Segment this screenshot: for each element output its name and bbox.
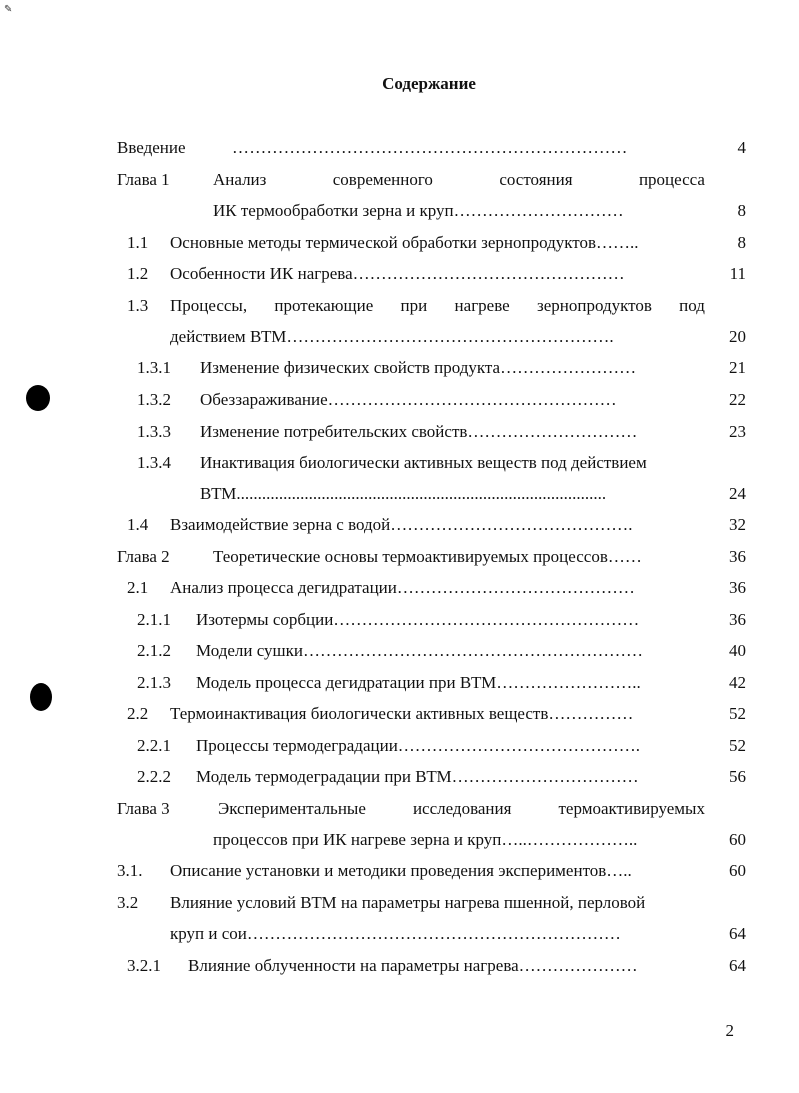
page-ref: 60 (729, 861, 746, 880)
section-number: 2.1 (127, 578, 149, 597)
section-title: Основные методы термической обработки зернопродуктов…….. (170, 233, 639, 252)
toc-entry-chapter-1 (213, 169, 705, 191)
leader-dots: …………………………………………………………… (232, 138, 628, 157)
section-title: Особенности ИК нагрева………………………………………… (170, 264, 625, 283)
page-ref: 21 (729, 358, 746, 377)
subsection-title: Модель термодеградации при ВТМ…………………………… (196, 767, 639, 786)
section-title: Описание установки и методики проведения экспериментов….. (170, 861, 632, 880)
section-title: Взаимодействие зерна с водой……………………………………. (170, 515, 633, 534)
word: исследования (412, 799, 512, 818)
subsection-title: Изотермы сорбции……………………………………………… (196, 610, 640, 629)
subsection-number: 1.3.3 (137, 422, 171, 441)
page-ref: 52 (729, 736, 746, 755)
subsection-title: Обеззараживание…………………………………………… (200, 390, 617, 409)
section-number: 1.2 (127, 264, 149, 283)
word: нагреве (454, 296, 510, 315)
page-number: 2 (725, 1021, 734, 1040)
page-ref: 4 (737, 138, 746, 157)
page-ref: 23 (729, 422, 746, 441)
page-ref: 40 (729, 641, 746, 660)
subsection-number: 2.2.2 (137, 767, 171, 786)
subsection-number: 1.3.1 (137, 358, 171, 377)
word: протекающие (274, 296, 374, 315)
section-number: 1.1 (127, 233, 149, 252)
page-ref: 24 (729, 484, 746, 503)
section-number: 1.3 (127, 296, 149, 315)
subsection-number: 2.1.3 (137, 673, 171, 692)
page-ref: 8 (737, 201, 746, 220)
subsection-number: 1.3.2 (137, 390, 171, 409)
subsection-title: Инактивация биологически активных веществ под действием (200, 453, 647, 472)
word: при (400, 296, 428, 315)
word: термоактивируемых (558, 799, 705, 818)
page-ref: 60 (729, 830, 746, 849)
word: состояния (499, 170, 573, 189)
section-title: Влияние условий ВТМ на параметры нагрева пшенной, перловой (170, 893, 646, 912)
page-ref: 22 (729, 390, 746, 409)
word: под (679, 296, 705, 315)
page-ref: 11 (729, 264, 746, 283)
section-number: 1.4 (127, 515, 149, 534)
ink-blot (26, 385, 50, 411)
entry-continuation: процессов при ИК нагреве зерна и круп…..……………….. (213, 830, 638, 849)
subsection-number: 1.3.4 (137, 453, 171, 472)
page-ref: 20 (729, 327, 746, 346)
page-ref: 64 (729, 956, 746, 975)
section-title (170, 295, 705, 317)
page-ref: 56 (729, 767, 746, 786)
section-number: 3.2 (117, 893, 139, 912)
scan-mark: ✎ (4, 4, 13, 15)
subsection-title: Модели сушки…………………………………………………… (196, 641, 643, 660)
entry-continuation: действием ВТМ…………………………………………………. (170, 327, 614, 346)
section-number: 2.2 (127, 704, 149, 723)
subsection-title: Влияние облученности на параметры нагрева………………… (188, 956, 638, 975)
section-title: Термоинактивация биологически активных веществ…………… (170, 704, 634, 723)
subsection-number: 2.2.1 (137, 736, 171, 755)
toc-entry-chapter-3 (218, 798, 705, 820)
page-ref: 36 (729, 610, 746, 629)
subsection-title: Модель процесса дегидратации при ВТМ…………………….. (196, 673, 641, 692)
page-ref: 42 (729, 673, 746, 692)
section-number: 3.1. (117, 861, 143, 880)
word: Процессы, (170, 296, 248, 315)
subsection-number: 2.1.2 (137, 641, 171, 660)
page-ref: 36 (729, 547, 746, 566)
page-ref: 52 (729, 704, 746, 723)
word: Анализ (213, 170, 267, 189)
page-title: Содержание (382, 74, 476, 93)
word: Экспериментальные (218, 799, 366, 818)
chapter-number: Глава 3 (117, 799, 170, 818)
word: зернопродуктов (536, 296, 652, 315)
subsection-number: 2.1.1 (137, 610, 171, 629)
page-ref: 32 (729, 515, 746, 534)
entry-label: Введение (117, 138, 186, 157)
ink-blot (30, 683, 52, 711)
subsection-title: Изменение физических свойств продукта…………………… (200, 358, 637, 377)
page-ref: 64 (729, 924, 746, 943)
entry-continuation: ИК термообработки зерна и круп………………………… (213, 201, 624, 220)
subsection-title: Процессы термодеградации……………………………………. (196, 736, 641, 755)
subsection-number: 3.2.1 (127, 956, 161, 975)
word: процесса (638, 170, 705, 189)
entry-continuation: круп и сои………………………………………………………… (170, 924, 621, 943)
chapter-title: Теоретические основы термоактивируемых процессов…… (213, 547, 642, 566)
section-title: Анализ процесса дегидратации…………………………………… (170, 578, 635, 597)
chapter-number: Глава 2 (117, 547, 170, 566)
chapter-number: Глава 1 (117, 170, 170, 189)
page-ref: 36 (729, 578, 746, 597)
page-ref: 8 (737, 233, 746, 252)
subsection-title: Изменение потребительских свойств………………………… (200, 422, 638, 441)
entry-continuation: ВТМ....................................................................................... (200, 484, 607, 503)
word: современного (332, 170, 433, 189)
